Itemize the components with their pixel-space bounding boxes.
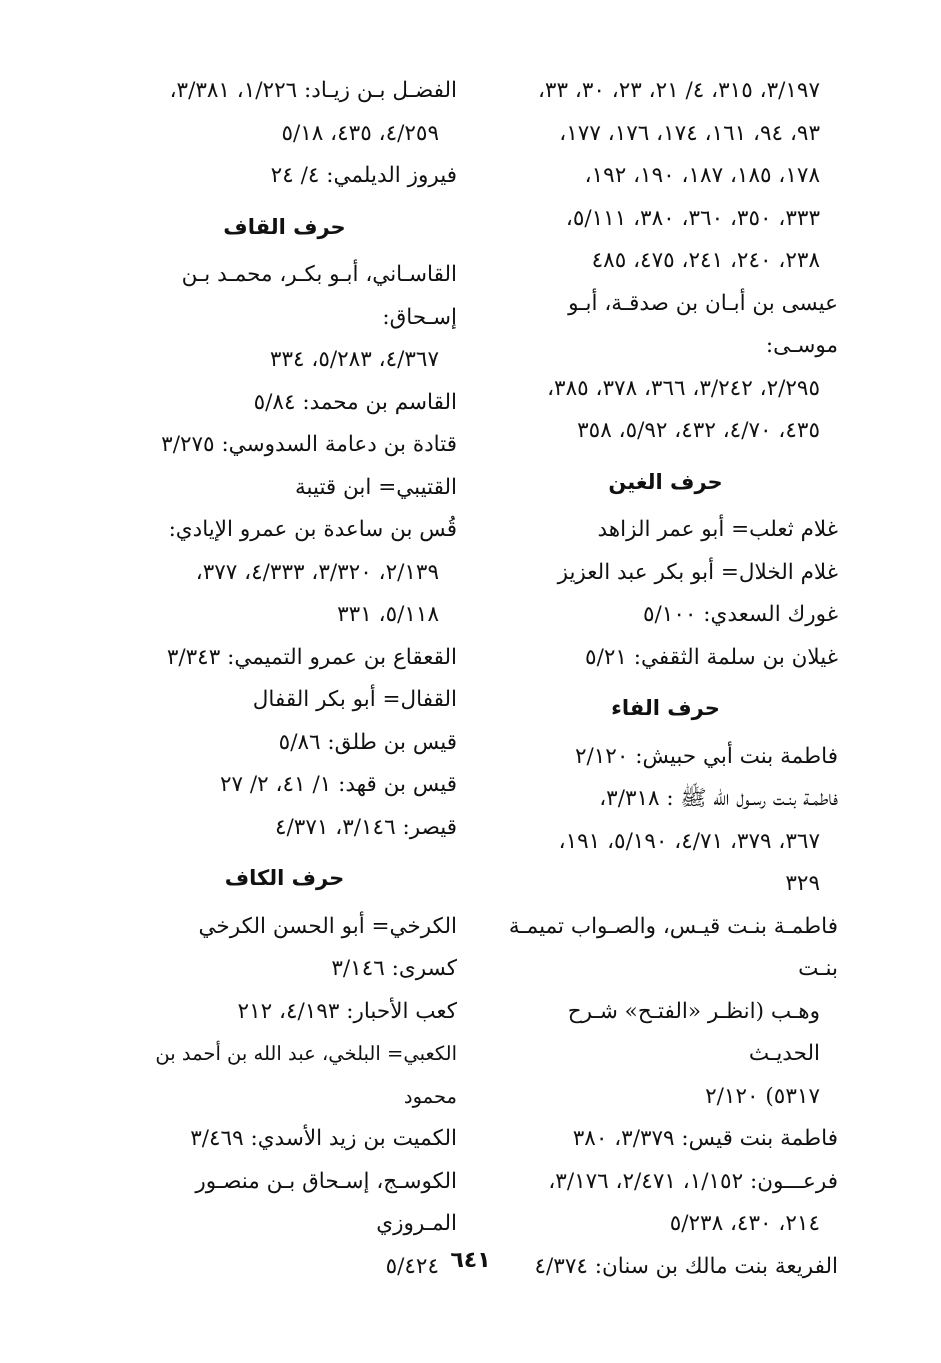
index-entry: كسرى: ٣/١٤٦ xyxy=(331,956,457,981)
index-entry-continuation xyxy=(493,70,838,283)
right-column xyxy=(493,70,838,1288)
entry-line: ٩٣، ٩٤، ١٦١، ١٧٤، ١٧٦، ١٧٧، xyxy=(559,120,820,146)
index-entry: القتيبي= ابن قتيبة xyxy=(294,474,457,500)
index-entry-qasani xyxy=(112,254,457,382)
index-entry: الفريعة بنت مالك بن سنان: ٤/٣٧٤ xyxy=(534,1253,838,1279)
index-entry: قيس بن قهد: ١/ ٤١، ٢/ ٢٧ xyxy=(219,772,457,797)
entry-line: ٣٢٩ xyxy=(785,871,820,896)
entry-line: ٢/١٣٩، ٣/٣٢٠، ٤/٣٣٣، ٣٧٧، xyxy=(195,559,439,585)
entry-line: الفضـل بـن زيـاد: ١/٢٢٦، ٣/٣٨١، xyxy=(169,78,457,103)
entry-line: الكوسـج، إسـحاق بـن منصـور المـروزي xyxy=(195,1168,457,1236)
entry-line: فاطمـة بنـت رسـول الله ﷺ : ٣/٣١٨، xyxy=(599,786,838,811)
index-entry-quss xyxy=(112,509,457,637)
index-entry: القعقاع بن عمرو التميمي: ٣/٣٤٣ xyxy=(166,644,457,670)
entry-line: وهـب (انظـر «الفتـح» شـرح الحديـث xyxy=(567,998,820,1066)
index-entry-fatima-qays-wahb xyxy=(493,906,838,1119)
index-entry: غلام الخلال= أبو بكر عبد العزيز xyxy=(557,559,838,585)
index-entry-fatima-rasul xyxy=(493,778,838,906)
entry-line: ٤٣٥، ٤/٧٠، ٤٣٢، ٥/٩٢، ٣٥٨ xyxy=(577,418,820,443)
index-entry: غيلان بن سلمة الثقفي: ٥/٢١ xyxy=(585,644,838,670)
index-entry: قتادة بن دعامة السدوسي: ٣/٢٧٥ xyxy=(161,432,457,457)
index-entry-firawn xyxy=(493,1161,838,1246)
index-entry-isa xyxy=(493,283,838,453)
entry-line: ٥٣١٧) ٢/١٢٠ xyxy=(705,1083,820,1109)
index-entry: القاسم بن محمد: ٥/٨٤ xyxy=(253,389,457,415)
entry-line: ٢٣٨، ٢٤٠، ٢٤١، ٤٧٥، ٤٨٥ xyxy=(591,248,820,273)
entry-line: ٤/٣٦٧، ٥/٢٨٣، ٣٣٤ xyxy=(269,347,439,372)
section-heading-ghain: حرف الغين xyxy=(608,469,723,494)
section-heading-kaf: حرف الكاف xyxy=(224,866,345,890)
index-entry: غورك السعدي: ٥/١٠٠ xyxy=(643,602,838,627)
section-heading-qaf: حرف القاف xyxy=(223,214,346,239)
entry-line: ٥/١١٨، ٣٣١ xyxy=(337,602,439,627)
index-entry: كعب الأحبار: ٤/١٩٣، ٢١٢ xyxy=(237,998,457,1024)
entry-line: ٥/٤٢٤ xyxy=(385,1253,439,1279)
page-number: ٦٤١ xyxy=(450,1248,491,1273)
entry-line: ٢١٤، ٤٣٠، ٥/٢٣٨ xyxy=(669,1211,820,1236)
left-column xyxy=(112,70,457,1288)
entry-line: ٣٣٣، ٣٥٠، ٣٦٠، ٣٨٠، ٥/١١١، xyxy=(565,205,820,231)
index-entry: الكميت بن زيد الأسدي: ٣/٤٦٩ xyxy=(190,1126,457,1151)
entry-line: ١٧٨، ١٨٥، ١٨٧، ١٩٠، ١٩٢، xyxy=(584,163,820,188)
index-entry: فاطمة بنت أبي حبيش: ٢/١٢٠ xyxy=(574,743,838,769)
index-entry: الكرخي= أبو الحسن الكرخي xyxy=(198,913,457,939)
entry-line: ٣/١٩٧، ٣١٥، ٤/ ٢١، ٢٣، ٣٠، ٣٣، xyxy=(537,78,820,103)
index-entry: قيس بن طلق: ٥/٨٦ xyxy=(278,729,457,755)
section-heading-fa: حرف الفاء xyxy=(611,696,720,720)
entry-line: فاطمـة بنـت قيـس، والصـواب تميمـة بنـت xyxy=(508,913,838,981)
entry-line: عيسى بن أبـان بن صدقـة، أبـو موسـى: xyxy=(568,290,838,358)
entry-line: ٣٦٧، ٣٧٩، ٤/٧١، ٥/١٩٠، ١٩١، xyxy=(558,828,820,854)
index-entry: غلام ثعلب= أبو عمر الزاهد xyxy=(597,517,838,542)
index-entry-fadl xyxy=(112,70,457,155)
index-entry: القفال= أبو بكر القفال xyxy=(252,687,457,712)
index-entry: قيصر: ٣/١٤٦، ٤/٣٧١ xyxy=(274,814,457,840)
index-entry: الكعبي= البلخي، عبد الله بن أحمد بن محمود xyxy=(155,1042,457,1108)
index-entry: فيروز الديلمي: ٤/ ٢٤ xyxy=(270,163,457,188)
entry-line: القاسـاني، أبـو بكـر، محمـد بـن إسـحاق: xyxy=(181,262,457,330)
index-entry: فاطمة بنت قيس: ٣/٣٧٩، ٣٨٠ xyxy=(572,1126,838,1151)
entry-line: ٢/٢٩٥، ٣/٢٤٢، ٣٦٦، ٣٧٨، ٣٨٥، xyxy=(547,375,820,401)
entry-line: فرعـــون: ١/١٥٢، ٢/٤٧١، ٣/١٧٦، xyxy=(548,1168,838,1194)
entry-line: قُس بن ساعدة بن عمرو الإيادي: xyxy=(168,517,457,542)
entry-line: ٤/٢٥٩، ٤٣٥، ٥/١٨ xyxy=(281,120,439,146)
